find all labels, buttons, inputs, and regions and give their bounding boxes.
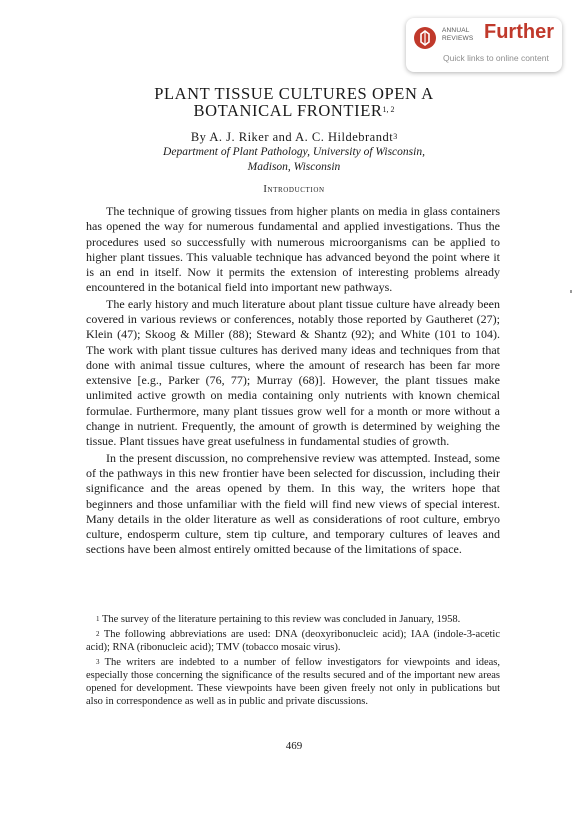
badge-reviews-text: REVIEWS — [442, 34, 474, 42]
body-paragraph: The technique of growing tissues from higher plants on media in glass containers has opened the way for numerous fundamental and applied investigations. Thus the procedures used so successfully with numerous microorganisms can be applied to higher plant tissues. This valuable technique has advanced beyond the point where it is an end in itself. Now it permits the extension of interesting problems already encountered in the botanical field into important new pathways. — [86, 204, 500, 295]
footnote — [86, 613, 500, 626]
footnote-text: The survey of the literature pertaining to this review was concluded in January, 1958. — [101, 614, 461, 625]
body-paragraph: In the present discussion, no comprehensive review was attempted. Instead, some of the pathways in this new frontier have been selected for discussion, including their significance and the areas opened by them. In this way, the writers hope that beginners and those unfamiliar with the field will find new views of special interest. Many details in the older literature as well as considerations of root culture, embryo culture, endosperm culture, stem tip culture, and temporary cultures of leaves and sections have been almost entirely omitted because of the limitations of space. — [86, 450, 500, 557]
author-byline — [0, 130, 588, 145]
section-heading-introduction — [0, 184, 588, 195]
footnote-mark: 3 — [96, 658, 100, 666]
title-footnote-ref: 1, 2 — [382, 105, 395, 114]
affiliation-line-1: Department of Plant Pathology, University of Wisconsin, — [163, 146, 425, 158]
author-affiliation — [0, 145, 588, 174]
footnotes — [86, 613, 500, 710]
body-paragraph: The early history and much literature about plant tissue culture have already been covered in various reviews or conferences, notably those reported by Gautheret (27); Klein (47); Skoog & Miller (88); Steward & Shantz (92); and White (101 to 104). The work with plant tissue cultures has derived many ideas and techniques from that done with animal tissue cultures, where the amount of research has been far more extensive [e.g., Parker (76, 77); Murray (68)]. However, the plant tissues make unlimited active growth on media containing only nutrients with known chemical formulae. Furthermore, many plant tissues grow well for a month or more without a change in nutrient. Frequently, the amount of growth is determined by weighing the tissue. Plant tissues have great usefulness in fundamental studies of growth. — [86, 296, 500, 449]
badge-further-text: Further — [484, 21, 554, 43]
annual-reviews-logo-icon — [414, 27, 436, 49]
article-title — [0, 85, 588, 119]
section-heading-text: Introduction — [263, 184, 325, 195]
article-title-line-2-text: BOTANICAL FRONTIER — [193, 101, 383, 120]
badge-annual-text: ANNUAL — [442, 27, 470, 34]
badge-annual-reviews-label — [442, 27, 473, 42]
author-footnote-ref: 3 — [393, 132, 398, 141]
page-number: 469 — [285, 740, 303, 752]
footnote-mark: 2 — [96, 630, 100, 638]
scan-artifact-mark — [570, 290, 572, 293]
article-title-line-1: PLANT TISSUE CULTURES OPEN A — [154, 84, 434, 103]
footnote-text: The writers are indebted to a number of fellow investigators for viewpoints and ideas, especially those concerning the significance of the results secured and of the important new areas opened for development. These viewpoints have been given freely not only in publications but also in correspondence as well as in public and private discussions. — [86, 657, 501, 707]
author-names: By A. J. Riker and A. C. Hildebrandt — [190, 130, 394, 144]
footnote — [86, 656, 500, 708]
article-body — [86, 204, 500, 559]
affiliation-line-2: Madison, Wisconsin — [247, 160, 341, 173]
badge-quick-links-text: Quick links to online content — [443, 53, 549, 63]
article-title-line-2 — [0, 102, 588, 119]
footnote-text: The following abbreviations are used: DNA (deoxyribonucleic acid); IAA (indole-3-acetic acid); RNA (ribonucleic acid); TMV (tobacco mosaic virus). — [86, 629, 501, 653]
footnote — [86, 628, 500, 654]
footnote-mark: 1 — [96, 615, 100, 623]
annual-reviews-further-badge[interactable] — [406, 18, 562, 72]
